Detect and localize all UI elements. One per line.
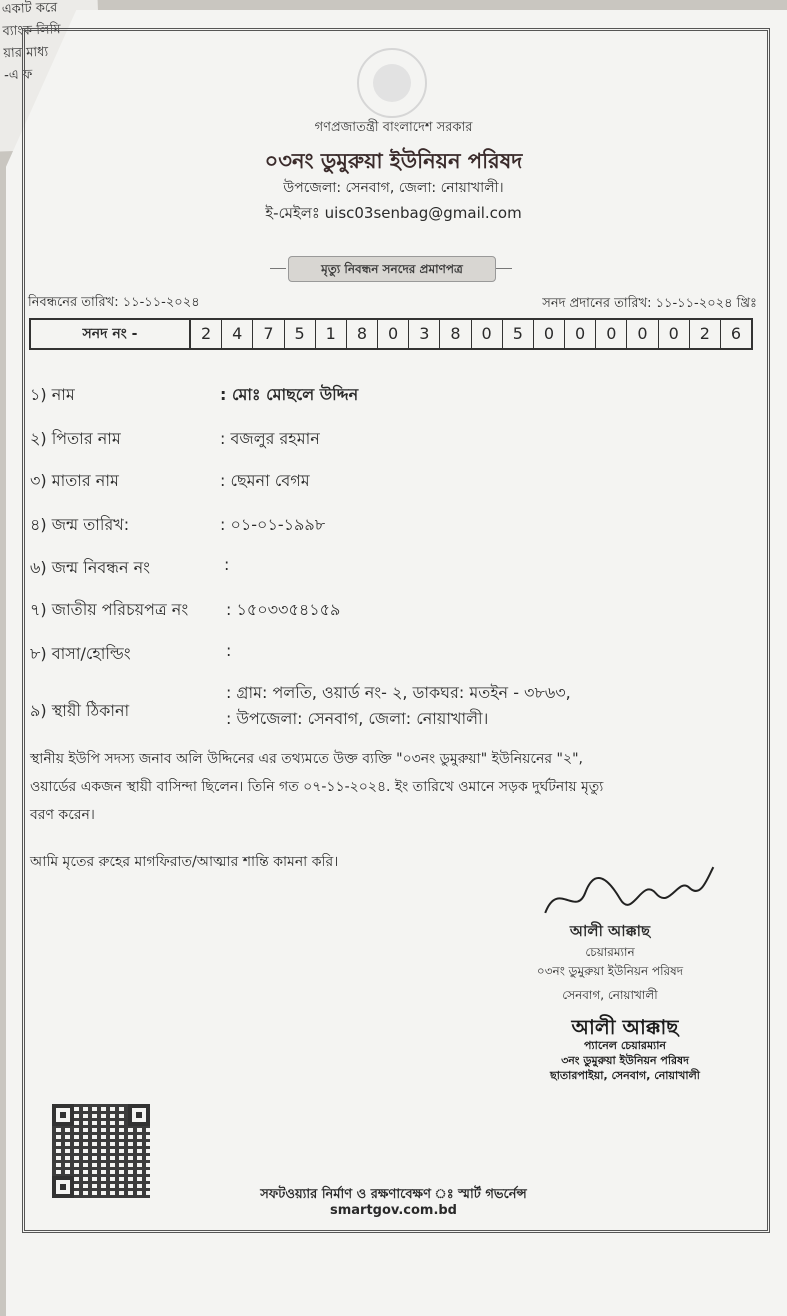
field-value-continued: : উপজেলা: সেনবাগ, জেলা: নোয়াখালী। [226, 709, 489, 728]
council-email: ই-মেইলঃ uisc03senbag@gmail.com [265, 204, 522, 222]
certificate-digit: 0 [472, 320, 503, 348]
government-seal-icon [357, 48, 427, 118]
certificate-digit: 8 [347, 320, 378, 348]
certificate-digit: 8 [440, 320, 471, 348]
stamp-line: ৩নং ডুমুরুয়া ইউনিয়ন পরিষদ [561, 1054, 689, 1067]
certificate-digit: 0 [627, 320, 658, 348]
footer-credit: সফটওয়্যার নির্মাণ ও রক্ষণাবেক্ষণ ঃ স্মার্ট গভর্নেন্স [260, 1187, 527, 1202]
certificate-digit: 6 [730, 324, 742, 343]
field-value: : গ্রাম: পলতি, ওয়ার্ড নং- ২, ডাকঘর: মতইন - ৩৮৬৩, [226, 683, 571, 702]
field-value: : [226, 641, 232, 660]
certificate-digit: 5 [285, 320, 316, 348]
qr-finder-icon [128, 1104, 150, 1126]
field-value: : মোঃ মোছলে উদ্দিন [220, 385, 359, 404]
field-value: : [224, 555, 230, 574]
certificate-digit: 4 [222, 320, 253, 348]
qr-finder-icon [52, 1104, 74, 1126]
certificate-digit: 0 [534, 320, 565, 348]
field-label: ২) পিতার নাম [30, 429, 121, 448]
field-value: : ০১-০১-১৯৯৮ [220, 515, 326, 534]
field-label: ৭) জাতীয় পরিচয়পত্র নং [30, 600, 189, 619]
prayer-text: আমি মৃতের রুহের মাগফিরাত/আত্মার শান্তি কামনা করি। [30, 854, 339, 870]
issue-date: সনদ প্রদানের তারিখ: ১১-১১-২০২৪ খ্রিঃ [542, 296, 757, 311]
statement-line: স্থানীয় ইউপি সদস্য জনাব অলি উদ্দিনের এর তথ্যমতে উক্ত ব্যক্তি "০৩নং ডুমুরুয়া" ইউনিয়নের "২", [30, 751, 583, 767]
certificate-digit: 5 [503, 320, 534, 348]
statement-line: ওয়ার্ডের একজন স্থায়ী বাসিন্দা ছিলেন। তিনি গত ০৭-১১-২০২৪. ইং তারিখে ওমানে সড়ক দুর্ঘটনায় মৃত্যু [30, 779, 604, 795]
stamp-name: আলী আক্কাছ [571, 1015, 679, 1039]
banner-ornament-right [496, 268, 512, 269]
certificate-digit: 0 [378, 320, 409, 348]
stamp-line: প্যানেল চেয়ারম্যান [583, 1039, 667, 1052]
council-address: উপজেলা: সেনবাগ, জেলা: নোয়াখালী। [283, 180, 504, 196]
certificate-digit: 0 [565, 320, 596, 348]
field-label: ৬) জন্ম নিবন্ধন নং [30, 558, 151, 577]
signatory-title: চেয়ারম্যান [585, 945, 635, 959]
qr-code-icon [52, 1104, 150, 1198]
signatory-name: আলী আক্কাছ [569, 922, 651, 940]
background-line: ব্যাংক লিমি [2, 22, 61, 40]
government-name: গণপ্রজাতন্ত্রী বাংলাদেশ সরকার [314, 120, 473, 135]
field-label: ১) নাম [30, 385, 75, 404]
registration-date: নিবন্ধনের তারিখ: ১১-১১-২০২৪ [28, 295, 200, 310]
field-label: ৪) জন্ম তারিখ: [30, 515, 130, 534]
background-line: -এ ফ [3, 67, 33, 84]
certificate-number-label: সনদ নং - [31, 320, 191, 348]
certificate-digit: 2 [690, 320, 721, 348]
statement-line: বরণ করেন। [30, 807, 95, 823]
background-line: একাট করে [1, 0, 58, 18]
certificate-digit: 7 [253, 320, 284, 348]
field-value: : ছেমনা বেগম [220, 471, 310, 490]
field-value: : ১৫০৩৩৫৪১৫৯ [226, 600, 341, 619]
certificate-number-table [29, 318, 753, 350]
background-line: য়ার মাধ্য [3, 44, 49, 62]
field-label: ৯) স্থায়ী ঠিকানা [30, 701, 130, 720]
field-label: ৮) বাসা/হোল্ডিং [30, 644, 131, 663]
field-value: : বজলুর রহমান [220, 429, 320, 448]
footer-url: smartgov.com.bd [329, 1203, 457, 1218]
signatory-location: সেনবাগ, নোয়াখালী [562, 988, 658, 1002]
certificate-title-banner: মৃত্যু নিবন্ধন সনদের প্রমাণপত্র [288, 256, 496, 282]
certificate-digit: 3 [409, 320, 440, 348]
signatory-organization: ০৩নং ডুমুরুয়া ইউনিয়ন পরিষদ [536, 964, 684, 978]
certificate-digit: 0 [596, 320, 627, 348]
council-name: ০৩নং ডুমুরুয়া ইউনিয়ন পরিষদ [264, 149, 523, 173]
banner-ornament-left [270, 268, 286, 269]
certificate-digit: 2 [191, 320, 222, 348]
field-label: ৩) মাতার নাম [30, 471, 119, 490]
certificate-digit: 1 [316, 320, 347, 348]
certificate-digit: 0 [659, 320, 690, 348]
stamp-line: ছাতারপাইয়া, সেনবাগ, নোয়াখালী [550, 1069, 700, 1082]
certificate-number-digits [191, 320, 751, 348]
